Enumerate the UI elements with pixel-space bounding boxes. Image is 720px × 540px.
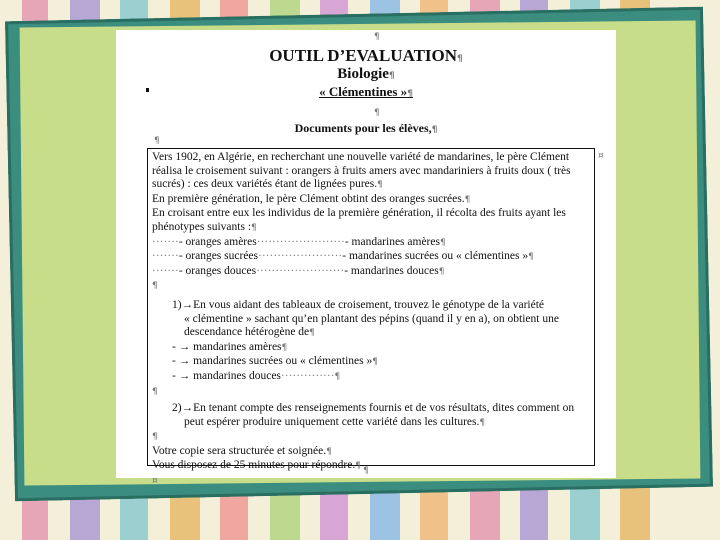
text-line: sucrés) : ces deux variétés étant de lignées pures.¶ [152, 178, 383, 191]
phenotype-row: ·······- oranges amères·······················- mandarines amères¶ [152, 235, 446, 248]
question-2: 2)→En tenant compte des renseignements fournis et de vos résultats, dites comment on [172, 402, 575, 415]
phenotype-row: ·······- oranges sucrées······················- mandarines sucrées ou « clémentines »¶ [152, 250, 534, 263]
text-line: réalisa le croisement suivant : orangers à fruits amers avec mandariniers à fruits doux ( très [152, 164, 571, 177]
answer-item: - → mandarines amères¶ [172, 340, 288, 353]
document-page [116, 30, 616, 487]
exercise-box [147, 148, 595, 487]
subject-heading: Biologie¶ [337, 66, 395, 82]
answer-item: - → mandarines douces··············¶ [172, 369, 341, 382]
pilcrow-mark: ¶ [374, 108, 380, 118]
topic-heading: « Clémentines »¶ [319, 84, 413, 99]
text-line: descendance hétérogène de¶ [184, 326, 315, 339]
cell-end-mark: ¤ [152, 476, 158, 487]
blank-line: ¶ [152, 281, 158, 292]
text-line: peut espérer produire uniquement cette variété dans les cultures.¶ [184, 415, 486, 428]
page-title: OUTIL D’EVALUATION¶ [269, 46, 463, 65]
text-line: Vers 1902, en Algérie, en recherchant une nouvelle variété de mandarines, le père Clément [152, 151, 570, 163]
closing-line: Votre copie sera structurée et soignée.¶ [152, 444, 332, 457]
pilcrow-mark: ¶ [154, 136, 160, 146]
pilcrow-mark: ¶ [363, 466, 369, 476]
documents-heading: Documents pour les élèves,¶ [294, 121, 438, 135]
text-line: « clémentine » sachant qu’en plantant des pépins (quand il y en a), on obtient une [184, 312, 559, 325]
text-line: En croisant entre eux les individus de la première génération, il récolta des fruits ayant les [152, 207, 566, 220]
answer-item: - → mandarines sucrées ou « clémentines »¶ [172, 355, 378, 368]
row-end-mark: ¤ [598, 151, 604, 161]
closing-line: Vous disposez de 25 minutes pour répondre.¶ [152, 459, 361, 472]
text-line: En première génération, le père Clément obtint des oranges sucrées.¶ [152, 192, 471, 205]
phenotype-row: ·······- oranges douces·······················- mandarines douces¶ [152, 264, 445, 277]
question-1: 1)→En vous aidant des tableaux de croisement, trouvez le génotype de la variété [172, 298, 545, 311]
blank-line: ¶ [152, 432, 158, 443]
text-line: phénotypes suivants :¶ [152, 220, 257, 233]
pilcrow-mark: ¶ [374, 32, 380, 42]
blank-line: ¶ [152, 386, 158, 397]
